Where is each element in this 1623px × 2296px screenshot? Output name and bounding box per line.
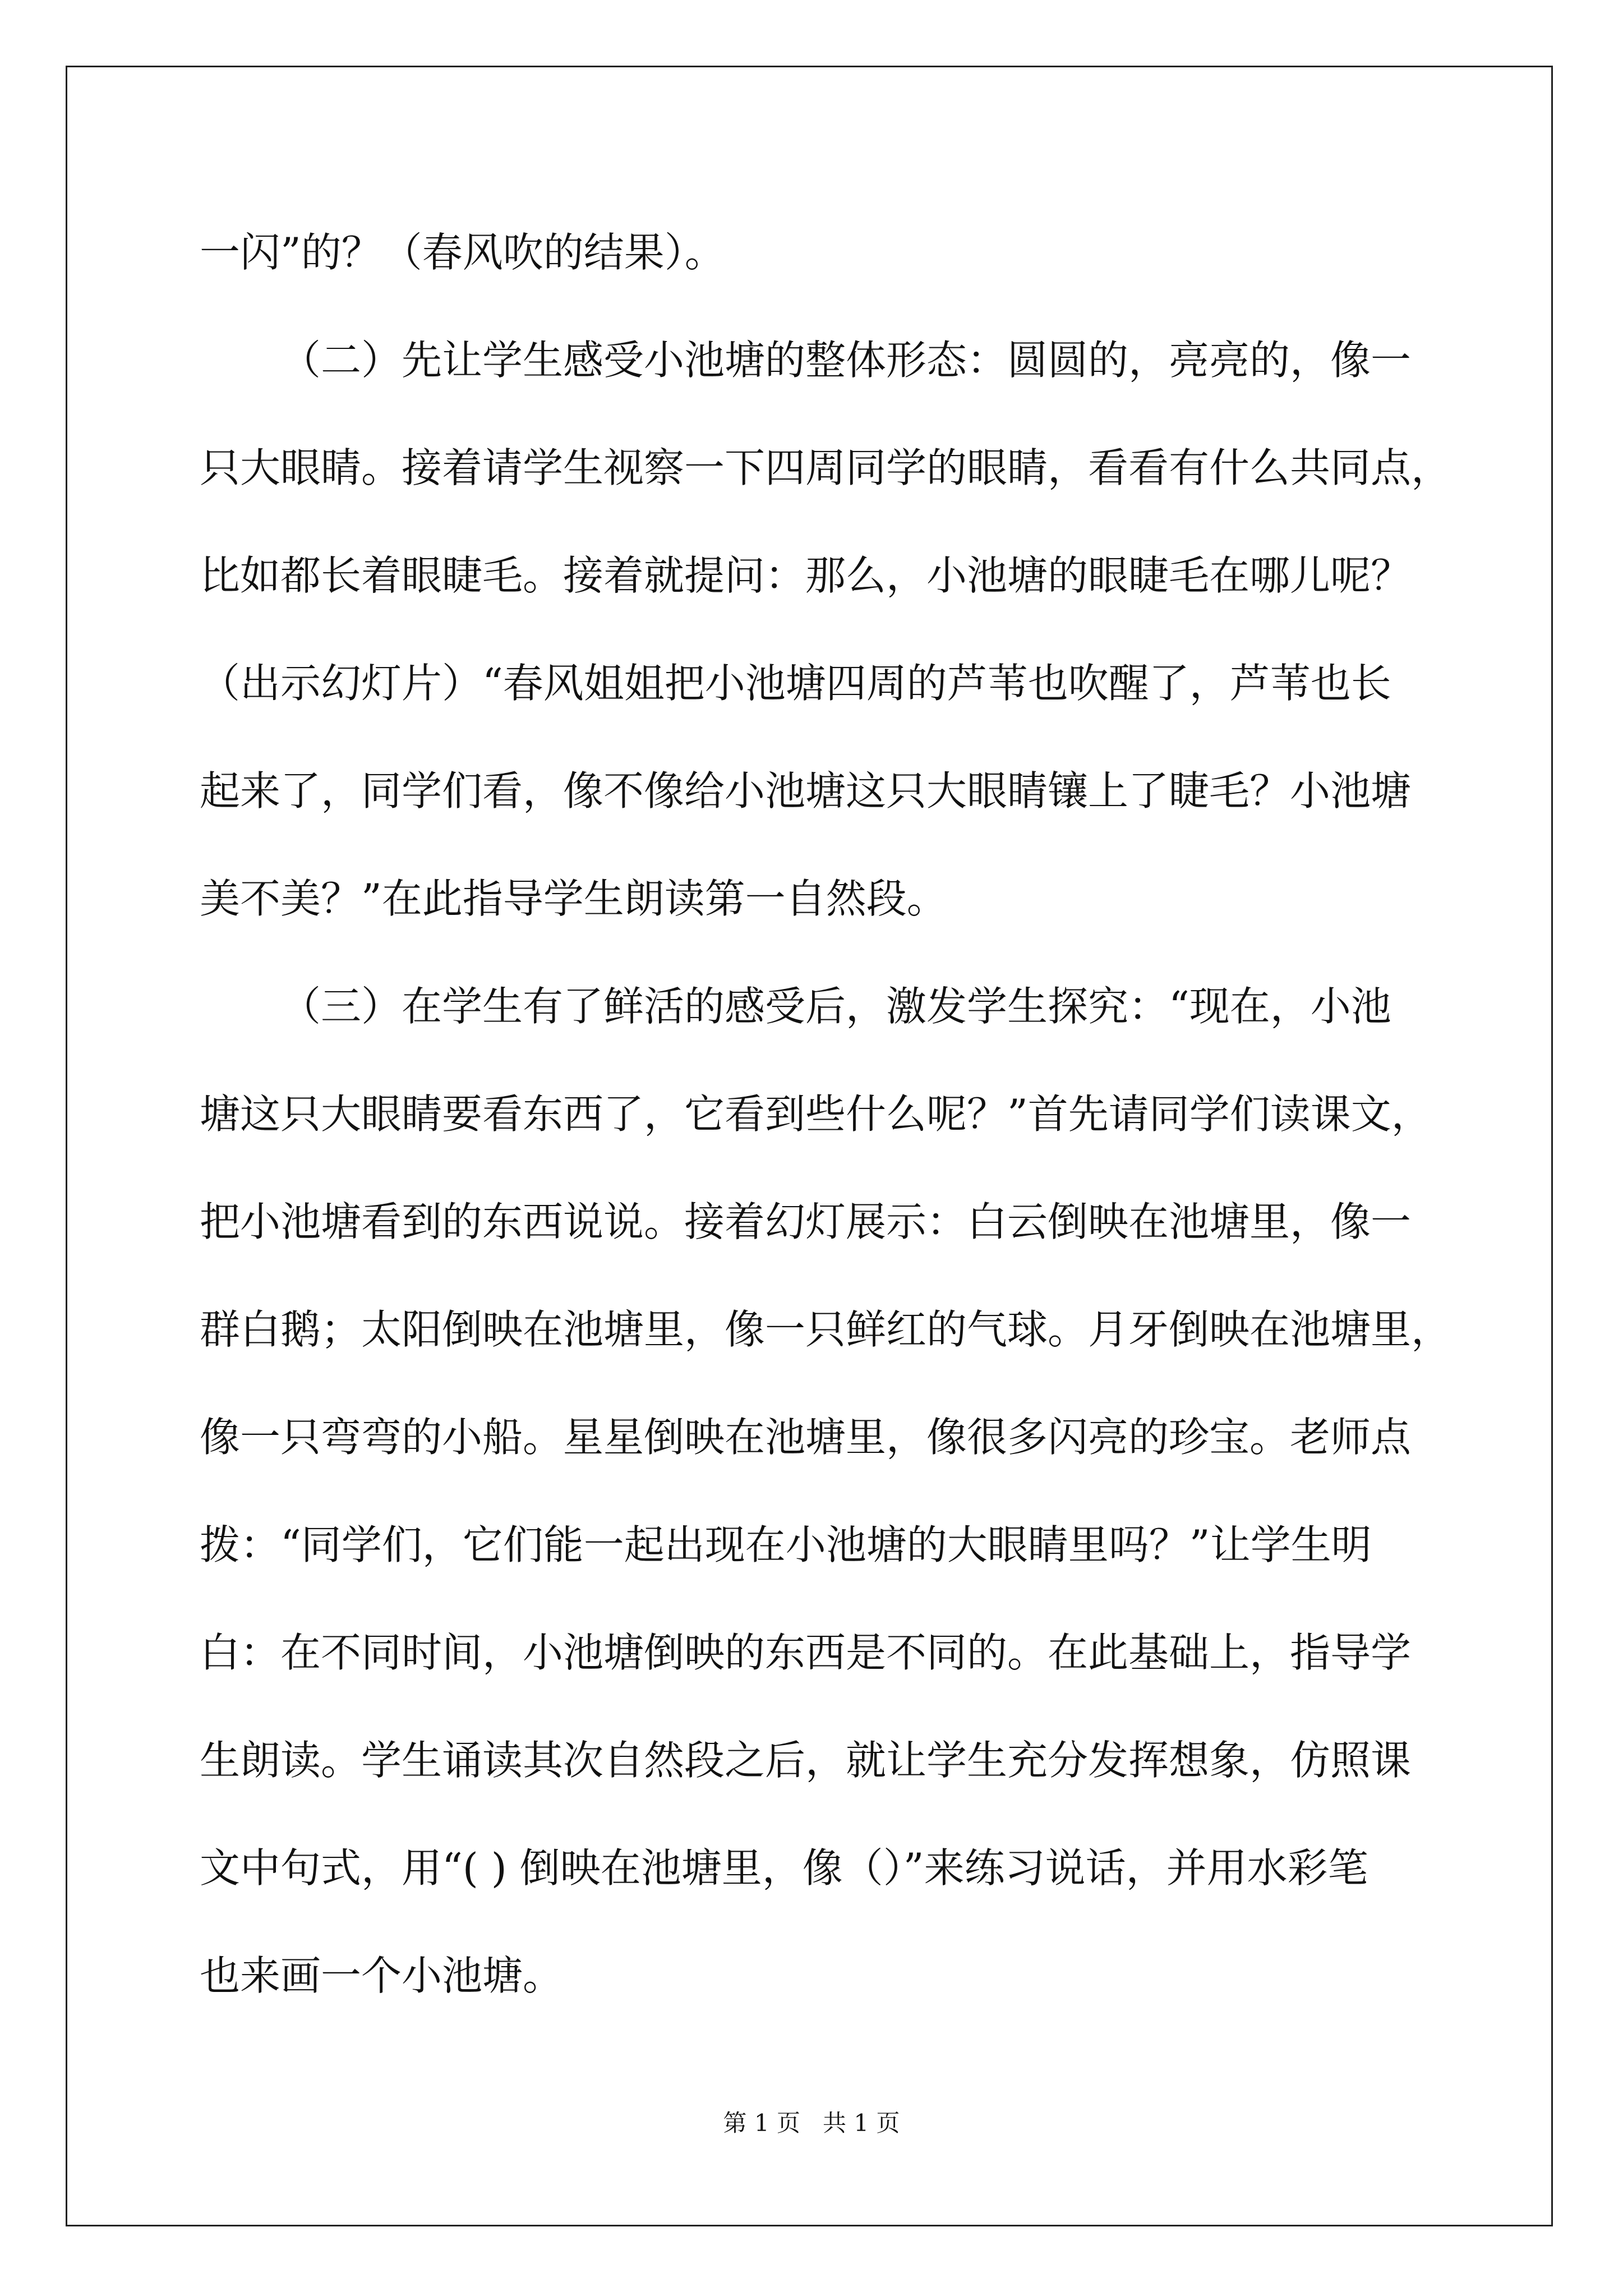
text-line: 起来了，同学们看，像不像给小池塘这只大眼睛镶上了睫毛？小池塘 bbox=[200, 767, 1412, 815]
text-line: 群白鹅；太阳倒映在池塘里，像一只鲜红的气球。月牙倒映在池塘里， bbox=[200, 1306, 1452, 1353]
paragraph-start-line: （三）在学生有了鲜活的感受后，激发学生探究：“现在，小池 bbox=[280, 983, 1391, 1030]
page-number-footer: 第 1 页 共 1 页 bbox=[723, 2109, 900, 2137]
text-line: 也来画一个小池塘。 bbox=[200, 1952, 564, 1999]
text-line: 文中句式，用“( ) 倒映在池塘里，像（）”来练习说话，并用水彩笔 bbox=[200, 1844, 1368, 1892]
text-line: 把小池塘看到的东西说说。接着幻灯展示：白云倒映在池塘里，像一 bbox=[200, 1198, 1412, 1245]
text-line: 只大眼睛。接着请学生视察一下四周同学的眼睛，看看有什么共同点， bbox=[200, 444, 1452, 491]
text-line: 像一只弯弯的小船。星星倒映在池塘里，像很多闪亮的珍宝。老师点 bbox=[200, 1414, 1412, 1461]
paragraph-start-line: （二）先让学生感受小池塘的整体形态：圆圆的，亮亮的，像一 bbox=[280, 337, 1412, 384]
text-line: 美不美？”在此指导学生朗读第一自然段。 bbox=[200, 875, 947, 922]
text-line: 拨：“同学们，它们能一起出现在小池塘的大眼睛里吗？”让学生明 bbox=[200, 1521, 1372, 1568]
text-line: 塘这只大眼睛要看东西了，它看到些什么呢？”首先请同学们读课文， bbox=[200, 1091, 1432, 1138]
text-line: （出示幻灯片）“春风姐姐把小池塘四周的芦苇也吹醒了，芦苇也长 bbox=[200, 660, 1391, 707]
text-line: 白：在不同时间，小池塘倒映的东西是不同的。在此基础上，指导学 bbox=[200, 1629, 1412, 1676]
text-line: 比如都长着眼睫毛。接着就提问：那么，小池塘的眼睫毛在哪儿呢？ bbox=[200, 552, 1412, 599]
text-line: 生朗读。学生诵读其次自然段之后，就让学生充分发挥想象，仿照课 bbox=[200, 1737, 1412, 1784]
text-line: 一闪”的？（春风吹的结果）。 bbox=[200, 229, 725, 276]
document-body bbox=[200, 219, 1452, 2050]
